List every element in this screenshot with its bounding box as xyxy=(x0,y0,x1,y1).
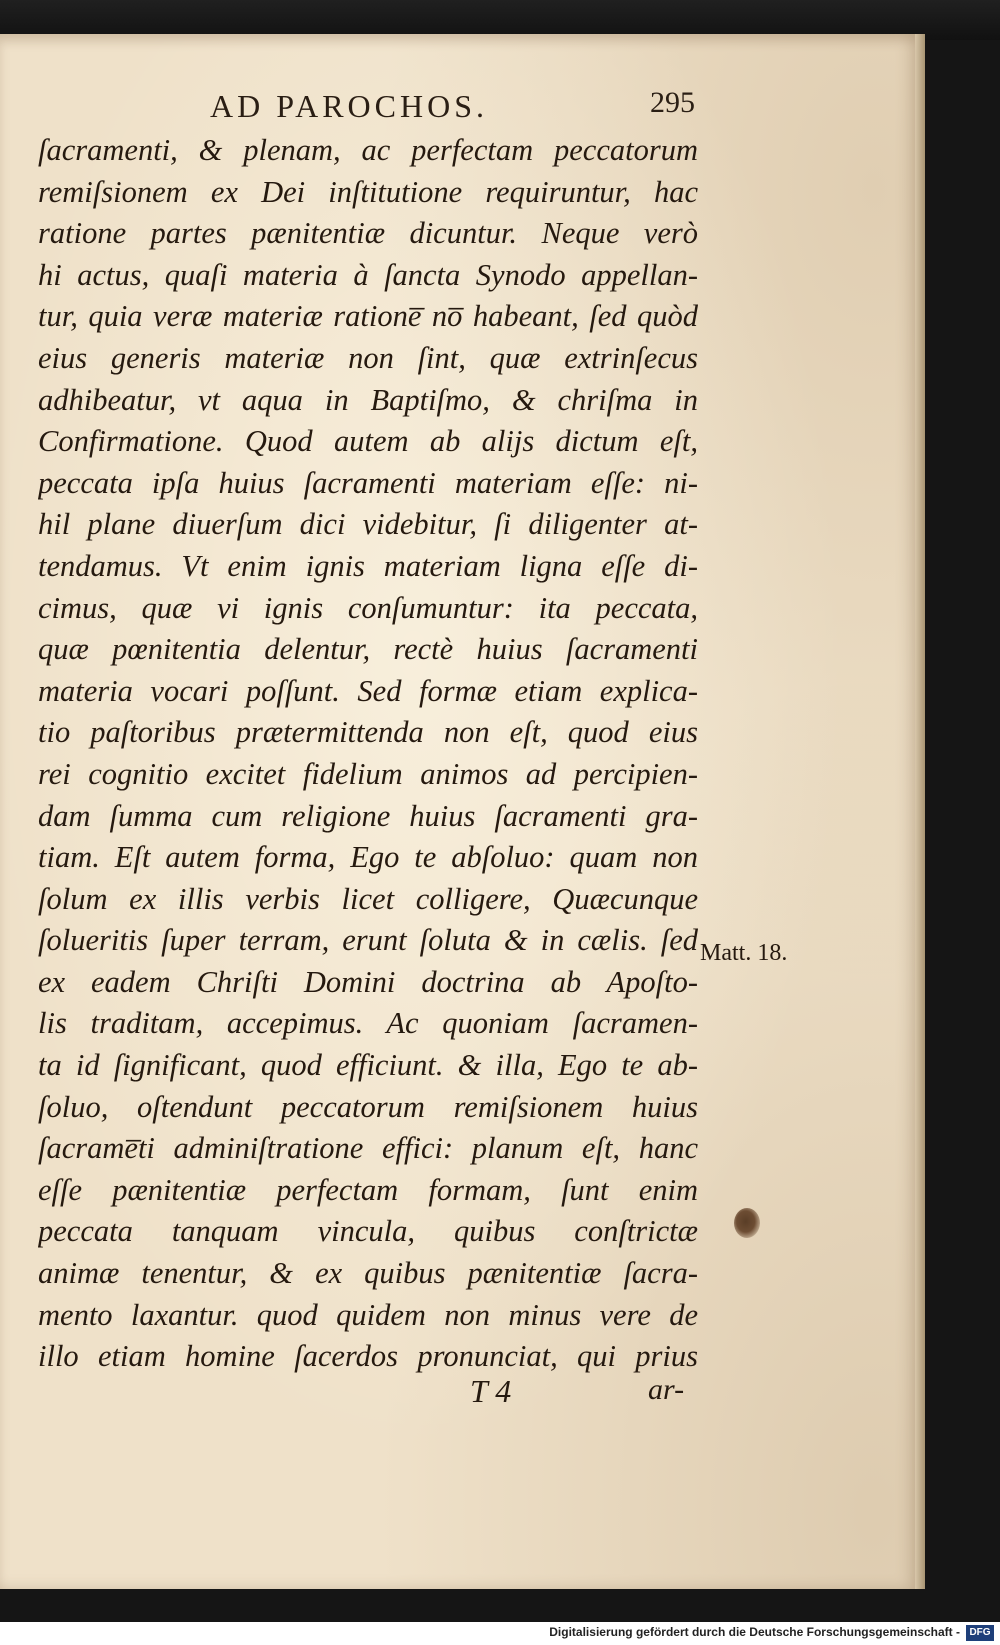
dfg-logo: DFG xyxy=(966,1625,994,1641)
text-line: remiſsionem ex Dei inſtitutione requiruntur, hac xyxy=(38,174,698,209)
running-head: AD PAROCHOS. xyxy=(210,88,488,124)
text-line: ſolum ex illis verbis licet colligere, Quæcunque xyxy=(38,881,698,916)
text-line: cimus, quæ vi ignis conſumuntur: ita peccata, xyxy=(38,590,698,625)
text-line: tendamus. Vt enim ignis materiam ligna eſſe di- xyxy=(38,548,698,583)
marginal-note: Matt. 18. xyxy=(700,940,788,966)
text-line: eſſe pænitentiæ perfectam formam, ſunt enim xyxy=(38,1172,698,1207)
page-number: 295 xyxy=(650,86,695,119)
text-line: dam ſumma cum religione huius ſacramenti gra- xyxy=(38,798,698,833)
text-line: peccata tanquam vincula, quibus conſtrictæ xyxy=(38,1214,698,1249)
text-line: ſacrame̅ti adminiſtratione effici: planum eſt, hanc xyxy=(38,1131,698,1166)
text-line: tiam. Eſt autem forma, Ego te abſoluo: quam non xyxy=(38,840,698,875)
text-line: adhibeatur, vt aqua in Baptiſmo, & chriſma in xyxy=(38,382,698,417)
text-line: hil plane diuerſum dici videbitur, ſi diligenter at- xyxy=(38,507,698,542)
text-line: tio paſtoribus prætermittenda non eſt, quod eius xyxy=(38,715,698,750)
text-line: ſacramenti, & plenam, ac perfectam peccatorum xyxy=(38,133,698,167)
text-line: quæ pœnitentia delentur, rectè huius ſacramenti xyxy=(38,632,698,667)
text-line: rei cognitio excitet fidelium animos ad percipien- xyxy=(38,756,698,791)
text-line: ta id ſignificant, quod efficiunt. & illa, Ego te ab- xyxy=(38,1048,698,1083)
text-line: peccata ipſa huius ſacramenti materiam eſſe: ni- xyxy=(38,465,698,500)
text-line: ex eadem Chriſti Domini doctrina ab Apoſto- xyxy=(38,964,698,999)
catchword: ar- xyxy=(648,1373,685,1406)
text-line: illo etiam homine ſacerdos pronunciat, qui prius xyxy=(38,1339,698,1374)
text-line: ratione partes pænitentiæ dicuntur. Neque verò xyxy=(38,216,698,251)
text-line: hi actus, quaſi materia à ſancta Synodo appellan- xyxy=(38,257,698,292)
text-line: mento laxantur. quod quidem non minus vere de xyxy=(38,1297,698,1332)
footer-bar xyxy=(0,1622,1000,1645)
text-line: ſolueritis ſuper terram, erunt ſoluta & in cælis. ſed xyxy=(38,923,698,958)
text-line: Confirmatione. Quod autem ab alijs dictum eſt, xyxy=(38,424,698,459)
text-line: materia vocari poſſunt. Sed formæ etiam explica- xyxy=(38,673,698,708)
text-line: lis traditam, accepimus. Ac quoniam ſacramen- xyxy=(38,1006,698,1041)
footer-credit: Digitalisierung gefördert durch die Deutsche Forschungsgemeinschaft - xyxy=(549,1625,960,1639)
text-line: ſoluo, oſtendunt peccatorum remiſsionem huius xyxy=(38,1089,698,1124)
text-line: animæ tenentur, & ex quibus pænitentiæ ſacra- xyxy=(38,1256,698,1291)
text-line: eius generis materiæ non ſint, quæ extrinſecus xyxy=(38,340,698,375)
ink-blot xyxy=(734,1208,760,1238)
page-edge xyxy=(915,34,925,1589)
body-text xyxy=(38,130,698,1378)
signature-mark: T 4 xyxy=(470,1373,512,1409)
text-line: tur, quia veræ materiæ ratione̅ no̅ habeant, ſed quòd xyxy=(38,299,698,334)
